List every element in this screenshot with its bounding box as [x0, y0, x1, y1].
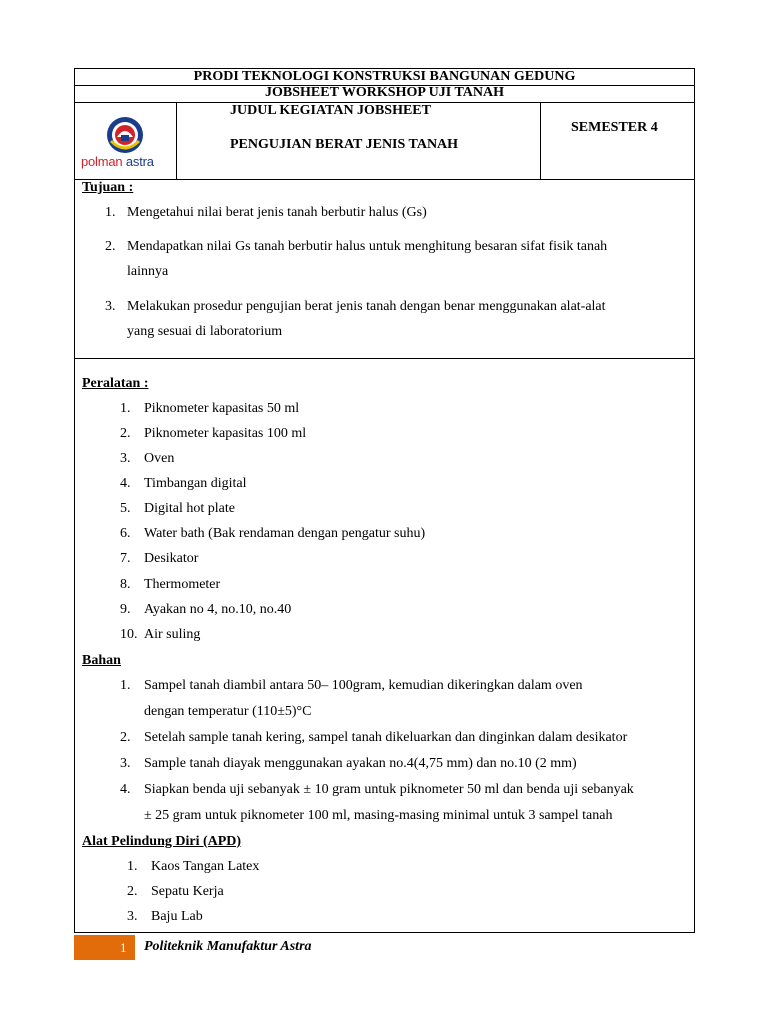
peralatan-num: 3. — [120, 451, 131, 466]
apd-num: 3. — [127, 909, 138, 924]
apd-item: Baju Lab — [151, 909, 203, 924]
polman-astra-logo: polman astra — [81, 154, 154, 169]
bahan-heading: Bahan — [82, 653, 121, 668]
bahan-num: 3. — [120, 756, 131, 771]
apd-num: 2. — [127, 884, 138, 899]
peralatan-num: 10. — [120, 627, 138, 642]
bahan-num: 1. — [120, 678, 131, 693]
tujuan-num: 2. — [105, 239, 116, 254]
page-number: 1 — [120, 940, 127, 955]
bahan-item: Setelah sample tanah kering, sampel tanah dikeluarkan dan dinginkan dalam desikator — [144, 730, 628, 745]
jobsheet-header: JOBSHEET WORKSHOP UJI TANAH — [74, 85, 695, 103]
tujuan-item: Mendapatkan nilai Gs tanah berbutir halus untuk menghitung besaran sifat fisik tanah — [127, 239, 608, 254]
semester-cell — [541, 102, 695, 179]
title-cell — [176, 102, 541, 179]
bahan-item: Sampel tanah diambil antara 50– 100gram, kemudian dikeringkan dalam oven — [144, 678, 583, 693]
bahan-item: Siapkan benda uji sebanyak ± 10 gram untuk piknometer 50 ml dan benda uji sebanyak — [144, 782, 634, 797]
logo-cell — [75, 102, 177, 179]
apd-item: Kaos Tangan Latex — [151, 859, 260, 874]
peralatan-item: Timbangan digital — [144, 476, 247, 491]
judul-label: JUDUL KEGIATAN JOBSHEET — [230, 103, 431, 118]
peralatan-num: 4. — [120, 476, 131, 491]
peralatan-heading: Peralatan : — [82, 376, 149, 391]
peralatan-num: 8. — [120, 577, 131, 592]
apd-item: Sepatu Kerja — [151, 884, 224, 899]
apd-heading: Alat Pelindung Diri (APD) — [82, 834, 242, 849]
peralatan-item: Desikator — [144, 551, 199, 566]
tujuan-item-cont: lainnya — [127, 264, 169, 279]
peralatan-num: 5. — [120, 501, 131, 516]
peralatan-num: 6. — [120, 526, 131, 541]
peralatan-num: 1. — [120, 401, 131, 416]
footer-institution: Politeknik Manufaktur Astra — [144, 939, 312, 954]
bahan-num: 2. — [120, 730, 131, 745]
peralatan-item: Piknometer kapasitas 50 ml — [144, 401, 300, 416]
bahan-item-cont: dengan temperatur (110±5)°C — [144, 704, 312, 719]
peralatan-num: 9. — [120, 602, 131, 617]
title-row — [74, 102, 695, 180]
apd-num: 1. — [127, 859, 138, 874]
tujuan-num: 3. — [105, 299, 116, 314]
tujuan-item: Mengetahui nilai berat jenis tanah berbutir halus (Gs) — [127, 205, 427, 220]
bahan-num: 4. — [120, 782, 131, 797]
prodi-header: PRODI TEKNOLOGI KONSTRUKSI BANGUNAN GEDUNG — [74, 68, 695, 86]
tujuan-item-cont: yang sesuai di laboratorium — [127, 324, 283, 339]
tujuan-num: 1. — [105, 205, 116, 220]
peralatan-num: 2. — [120, 426, 131, 441]
tujuan-item: Melakukan prosedur pengujian berat jenis tanah dengan benar menggunakan alat-alat — [127, 299, 606, 314]
peralatan-item: Digital hot plate — [144, 501, 235, 516]
peralatan-item: Air suling — [144, 627, 201, 642]
tujuan-heading: Tujuan : — [82, 180, 134, 195]
judul-title: PENGUJIAN BERAT JENIS TANAH — [230, 137, 459, 152]
peralatan-num: 7. — [120, 551, 131, 566]
peralatan-item: Water bath (Bak rendaman dengan pengatur suhu) — [144, 526, 426, 541]
peralatan-item: Ayakan no 4, no.10, no.40 — [144, 602, 292, 617]
peralatan-item: Oven — [144, 451, 175, 466]
bahan-item-cont: ± 25 gram untuk piknometer 100 ml, masing-masing minimal untuk 3 sampel tanah — [144, 808, 613, 823]
bahan-item: Sample tanah diayak menggunakan ayakan no.4(4,75 mm) dan no.10 (2 mm) — [144, 756, 577, 771]
peralatan-item: Piknometer kapasitas 100 ml — [144, 426, 307, 441]
semester-label: SEMESTER 4 — [571, 120, 658, 135]
polman-astra-emblem-icon — [105, 115, 145, 155]
peralatan-item: Thermometer — [144, 577, 221, 592]
